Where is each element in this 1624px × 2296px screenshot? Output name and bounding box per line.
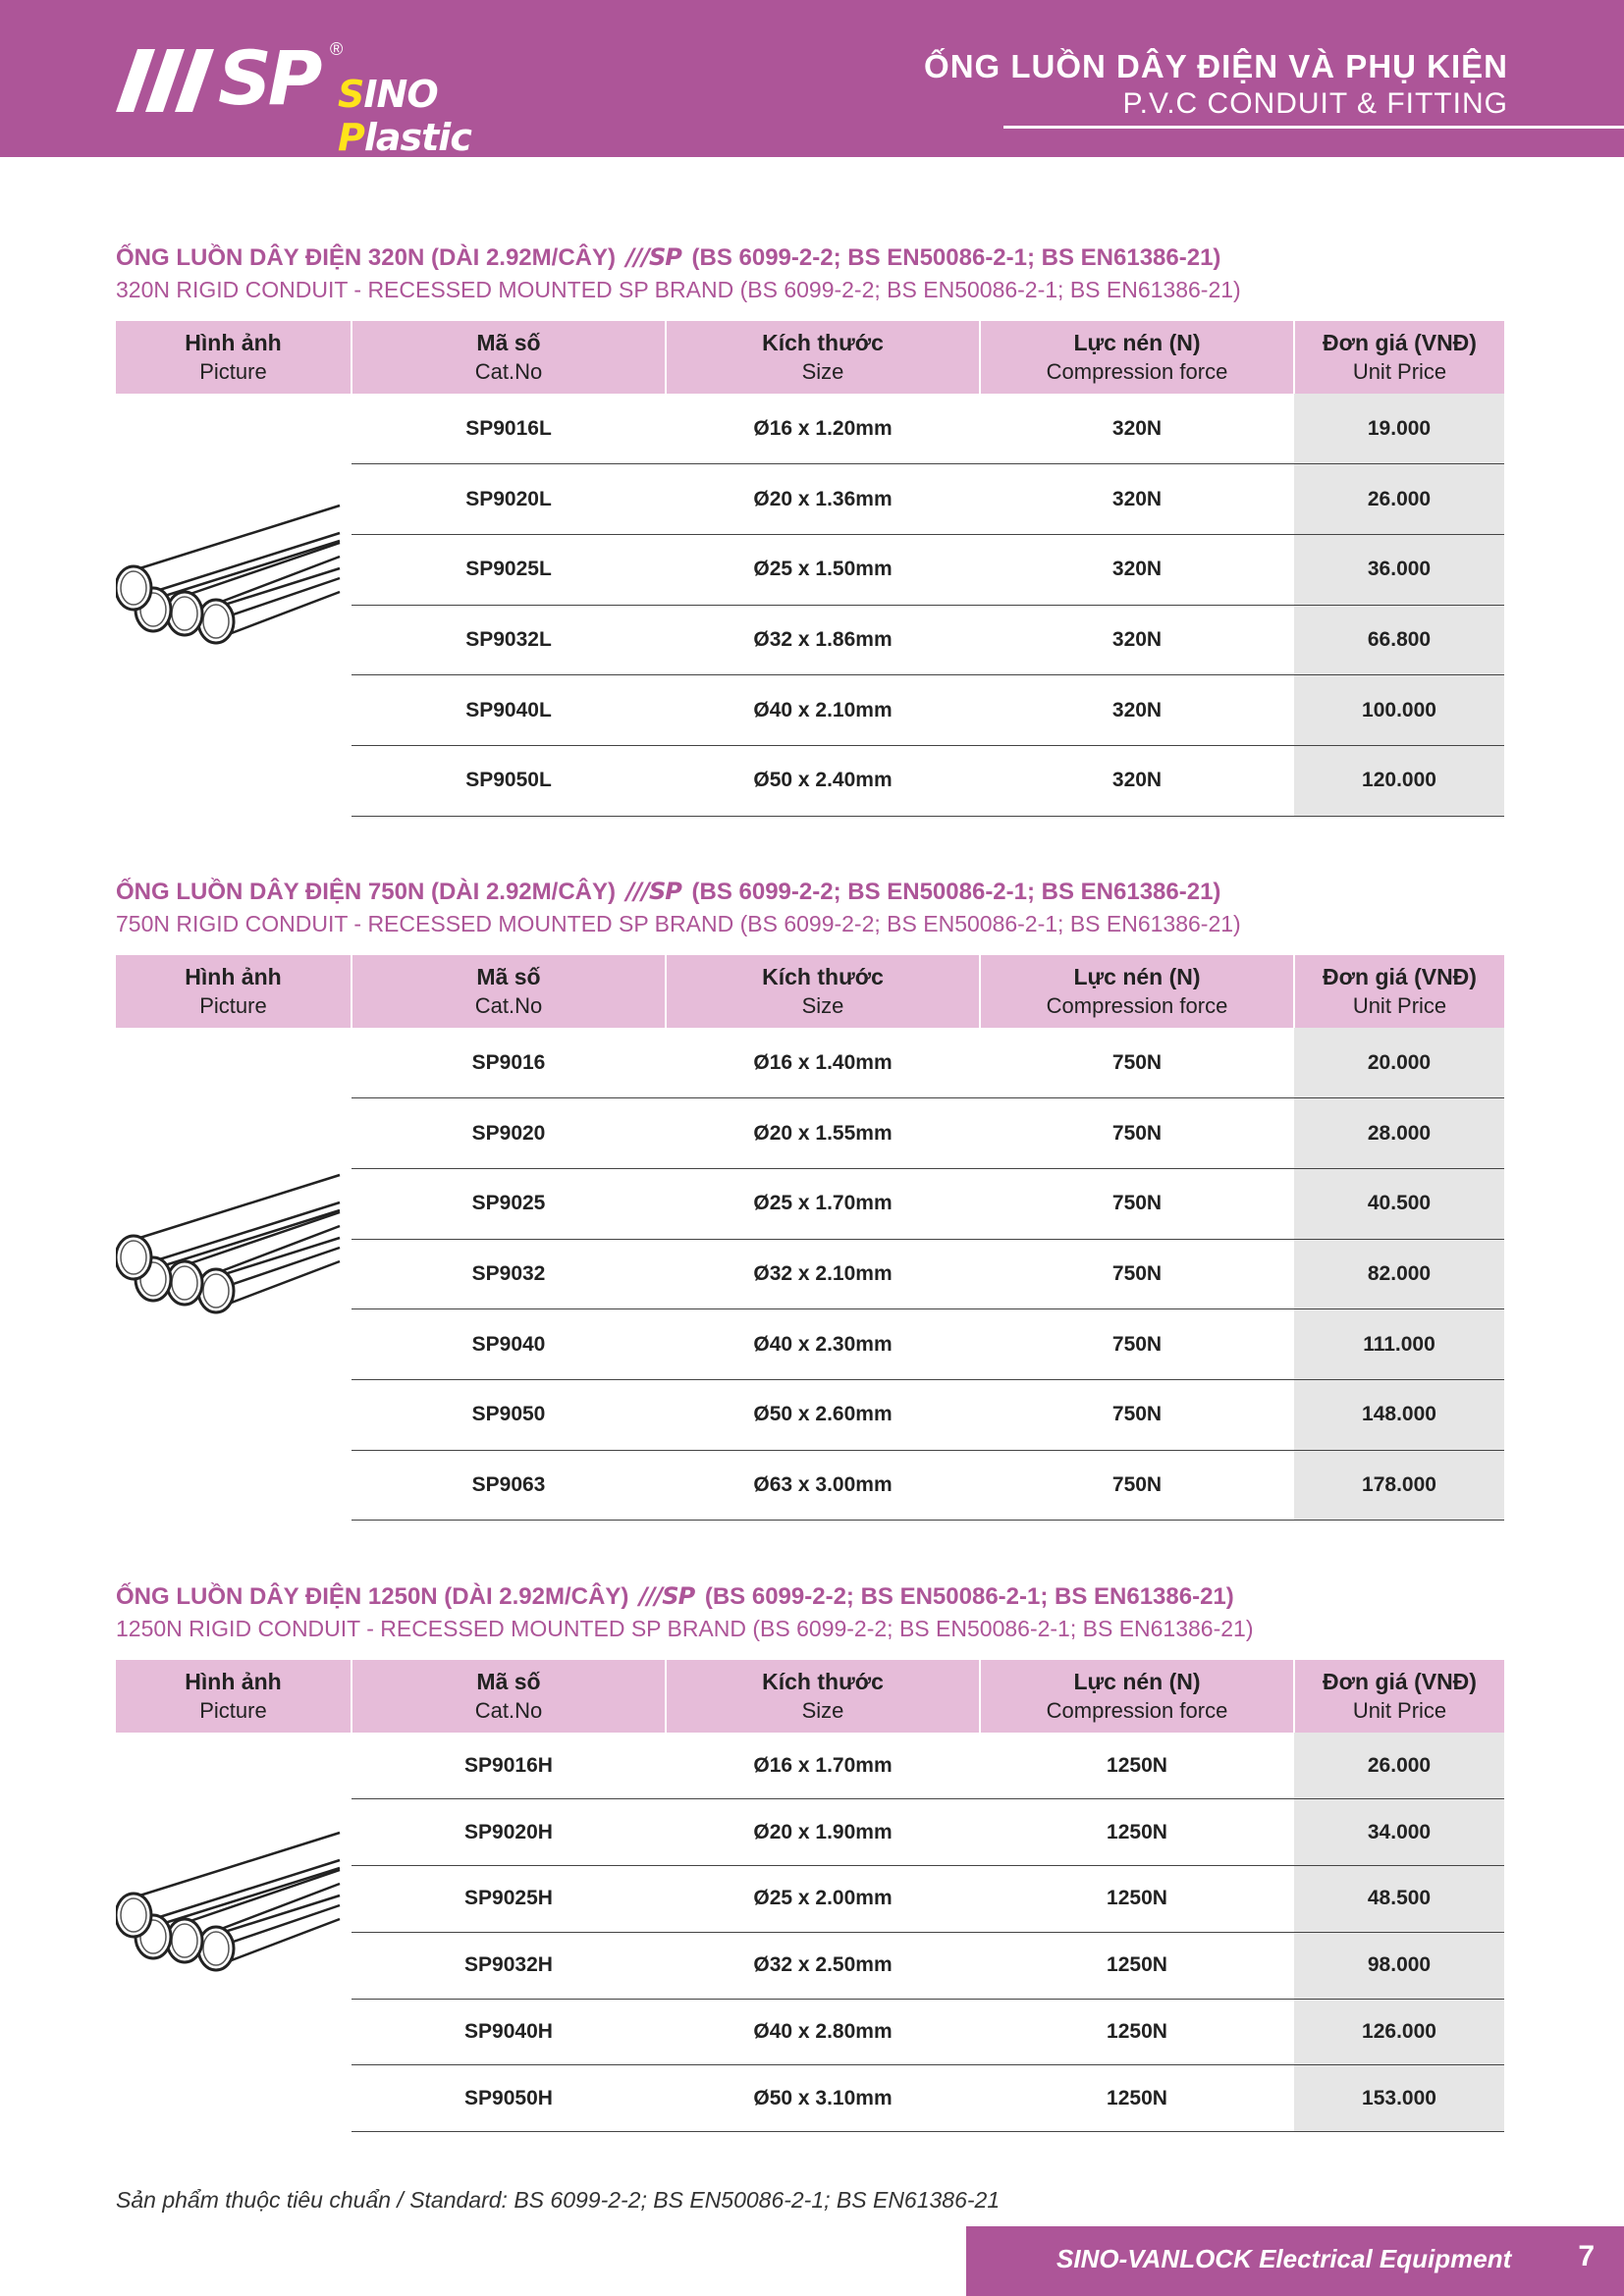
table-header-row: [116, 1660, 1504, 1733]
conduit-pipes-icon: [116, 1831, 342, 2027]
logo-sino-plastic: [338, 73, 568, 159]
cat-no-cell: SP9025L: [352, 534, 666, 605]
section-title-en: 750N RIGID CONDUIT - RECESSED MOUNTED SP BRAND (BS 6099-2-2; BS EN50086-2-1; BS EN61386-21): [116, 911, 1241, 936]
header-label-vn: Đơn giá (VNĐ): [1323, 964, 1477, 989]
table-row: [116, 394, 1504, 464]
section-title-en: 1250N RIGID CONDUIT - RECESSED MOUNTED SP BRAND (BS 6099-2-2; BS EN50086-2-1; BS EN61386-21): [116, 1616, 1254, 1641]
cat-no-cell: SP9032: [352, 1239, 666, 1309]
price-table: [116, 955, 1504, 1521]
header-title-en: P.V.C CONDUIT & FITTING: [1122, 87, 1508, 120]
price-cell: 36.000: [1294, 534, 1504, 605]
header-label-vn: Hình ảnh: [185, 330, 282, 355]
force-cell: 1250N: [980, 1932, 1294, 1999]
size-cell: Ø20 x 1.36mm: [666, 464, 980, 535]
section-title-vn-pre: ỐNG LUỒN DÂY ĐIỆN 320N (DÀI 2.92M/CÂY): [116, 244, 616, 271]
header-label-vn: Đơn giá (VNĐ): [1323, 1669, 1477, 1694]
page-number: 7: [1578, 2240, 1595, 2272]
size-cell: Ø20 x 1.90mm: [666, 1799, 980, 1866]
logo-ino-text: INO: [363, 73, 438, 116]
size-cell: Ø50 x 3.10mm: [666, 2065, 980, 2132]
price-cell: 34.000: [1294, 1799, 1504, 1866]
cat-no-cell: SP9016L: [352, 394, 666, 464]
table-row: [116, 1028, 1504, 1098]
logo-s-letter: S: [338, 73, 364, 116]
size-cell: Ø20 x 1.55mm: [666, 1098, 980, 1169]
header-label-en: Picture: [199, 1698, 267, 1723]
header-label-en: Unit Price: [1352, 993, 1447, 1018]
force-cell: 1250N: [980, 1866, 1294, 1933]
sp-brand-mark: ///SP: [625, 878, 681, 905]
force-cell: 750N: [980, 1239, 1294, 1309]
cat-no-cell: SP9063: [352, 1450, 666, 1521]
price-cell: 66.800: [1294, 605, 1504, 675]
cat-no-cell: SP9040L: [352, 675, 666, 746]
sp-logo: [116, 34, 568, 159]
cat-no-cell: SP9032H: [352, 1932, 666, 1999]
force-cell: 750N: [980, 1098, 1294, 1169]
header-col-size: [666, 321, 980, 394]
logo-lastic-text: lastic: [363, 116, 471, 159]
header-label-vn: Lực nén (N): [1073, 330, 1201, 355]
header-label-en: Cat.No: [474, 993, 543, 1018]
logo-registered-mark: ®: [330, 39, 344, 59]
header-col-catno: [352, 321, 666, 394]
header-col-size: [666, 1660, 980, 1733]
header-title-vn: ỐNG LUỒN DÂY ĐIỆN VÀ PHỤ KIỆN: [924, 48, 1508, 84]
sp-brand-mark: ///SP: [625, 243, 681, 271]
price-cell: 26.000: [1294, 464, 1504, 535]
header-label-en: Picture: [199, 993, 267, 1018]
page-footer: [966, 2226, 1624, 2296]
size-cell: Ø16 x 1.40mm: [666, 1028, 980, 1098]
cat-no-cell: SP9032L: [352, 605, 666, 675]
price-cell: 153.000: [1294, 2065, 1504, 2132]
cat-no-cell: SP9025: [352, 1168, 666, 1239]
price-cell: 82.000: [1294, 1239, 1504, 1309]
header-col-picture: [116, 1660, 352, 1733]
logo-slashes-icon: [116, 49, 224, 112]
size-cell: Ø32 x 2.10mm: [666, 1239, 980, 1309]
header-col-price: [1294, 1660, 1504, 1733]
header-label-en: Cat.No: [474, 359, 543, 384]
price-cell: 28.000: [1294, 1098, 1504, 1169]
section-title-vn: [116, 876, 1504, 908]
cat-no-cell: SP9020H: [352, 1799, 666, 1866]
header-label-vn: Kích thước: [762, 964, 884, 989]
header-col-force: [980, 955, 1294, 1028]
force-cell: 320N: [980, 464, 1294, 535]
header-label-vn: Hình ảnh: [185, 964, 282, 989]
price-cell: 40.500: [1294, 1168, 1504, 1239]
size-cell: Ø16 x 1.70mm: [666, 1733, 980, 1799]
force-cell: 750N: [980, 1379, 1294, 1450]
price-table: [116, 321, 1504, 817]
conduit-pipes-icon: [116, 1173, 342, 1369]
size-cell: Ø25 x 2.00mm: [666, 1866, 980, 1933]
product-picture: [116, 1028, 352, 1521]
section-title-vn-pre: ỐNG LUỒN DÂY ĐIỆN 1250N (DÀI 2.92M/CÂY): [116, 1583, 629, 1610]
force-cell: 750N: [980, 1309, 1294, 1380]
size-cell: Ø40 x 2.80mm: [666, 1999, 980, 2065]
header-label-en: Compression force: [1046, 1698, 1228, 1723]
section-title-vn: [116, 241, 1504, 274]
cat-no-cell: SP9040: [352, 1309, 666, 1380]
header-label-vn: Mã số: [476, 330, 541, 355]
price-cell: 100.000: [1294, 675, 1504, 746]
cat-no-cell: SP9016: [352, 1028, 666, 1098]
conduit-section-1: [116, 241, 1504, 817]
sp-brand-text: SP: [648, 243, 681, 271]
header-label-en: Size: [801, 993, 844, 1018]
cat-no-cell: SP9016H: [352, 1733, 666, 1799]
page-header: [0, 0, 1624, 157]
size-cell: Ø25 x 1.70mm: [666, 1168, 980, 1239]
cat-no-cell: SP9050L: [352, 745, 666, 816]
force-cell: 750N: [980, 1450, 1294, 1521]
header-col-force: [980, 1660, 1294, 1733]
price-table: [116, 1660, 1504, 2132]
price-cell: 26.000: [1294, 1733, 1504, 1799]
table-row: [116, 1733, 1504, 1799]
header-label-vn: Mã số: [476, 1669, 541, 1694]
force-cell: 1250N: [980, 2065, 1294, 2132]
force-cell: 1250N: [980, 1999, 1294, 2065]
header-label-en: Picture: [199, 359, 267, 384]
product-picture: [116, 1733, 352, 2132]
size-cell: Ø32 x 2.50mm: [666, 1932, 980, 1999]
header-col-catno: [352, 955, 666, 1028]
sp-brand-mark: ///SP: [639, 1582, 695, 1610]
header-label-vn: Mã số: [476, 964, 541, 989]
cat-no-cell: SP9050: [352, 1379, 666, 1450]
header-col-price: [1294, 955, 1504, 1028]
force-cell: 750N: [980, 1028, 1294, 1098]
price-cell: 111.000: [1294, 1309, 1504, 1380]
size-cell: Ø50 x 2.60mm: [666, 1379, 980, 1450]
force-cell: 320N: [980, 605, 1294, 675]
cat-no-cell: SP9040H: [352, 1999, 666, 2065]
header-label-vn: Đơn giá (VNĐ): [1323, 330, 1477, 355]
size-cell: Ø16 x 1.20mm: [666, 394, 980, 464]
sp-brand-text: SP: [662, 1582, 695, 1610]
price-cell: 48.500: [1294, 1866, 1504, 1933]
price-cell: 120.000: [1294, 745, 1504, 816]
header-col-price: [1294, 321, 1504, 394]
header-col-picture: [116, 321, 352, 394]
conduit-section-3: [116, 1580, 1504, 2132]
header-title: [924, 47, 1508, 122]
cat-no-cell: SP9020: [352, 1098, 666, 1169]
section-title-vn-post: (BS 6099-2-2; BS EN50086-2-1; BS EN61386-21): [691, 879, 1221, 905]
section-title-en: 320N RIGID CONDUIT - RECESSED MOUNTED SP BRAND (BS 6099-2-2; BS EN50086-2-1; BS EN61386-21): [116, 277, 1241, 302]
size-cell: Ø25 x 1.50mm: [666, 534, 980, 605]
footer-company: SINO-VANLOCK Electrical Equipment: [1056, 2244, 1512, 2273]
header-label-vn: Kích thước: [762, 330, 884, 355]
table-header-row: [116, 321, 1504, 394]
section-title-vn-post: (BS 6099-2-2; BS EN50086-2-1; BS EN61386-21): [691, 244, 1221, 271]
force-cell: 750N: [980, 1168, 1294, 1239]
section-title-vn-pre: ỐNG LUỒN DÂY ĐIỆN 750N (DÀI 2.92M/CÂY): [116, 879, 616, 905]
header-label-en: Unit Price: [1352, 359, 1447, 384]
size-cell: Ø40 x 2.10mm: [666, 675, 980, 746]
header-col-catno: [352, 1660, 666, 1733]
header-col-size: [666, 955, 980, 1028]
table-header-row: [116, 955, 1504, 1028]
force-cell: 320N: [980, 394, 1294, 464]
header-label-vn: Kích thước: [762, 1669, 884, 1694]
cat-no-cell: SP9020L: [352, 464, 666, 535]
header-label-en: Size: [801, 1698, 844, 1723]
force-cell: 320N: [980, 534, 1294, 605]
conduit-section-2: [116, 876, 1504, 1521]
header-label-vn: Lực nén (N): [1073, 1669, 1201, 1694]
price-cell: 126.000: [1294, 1999, 1504, 2065]
logo-sp-text: SP: [218, 34, 319, 122]
force-cell: 1250N: [980, 1799, 1294, 1866]
price-cell: 148.000: [1294, 1379, 1504, 1450]
standard-note: Sản phẩm thuộc tiêu chuẩn / Standard: BS 6099-2-2; BS EN50086-2-1; BS EN61386-21: [116, 2187, 1001, 2213]
force-cell: 320N: [980, 675, 1294, 746]
sp-brand-text: SP: [648, 878, 681, 905]
header-label-vn: Hình ảnh: [185, 1669, 282, 1694]
header-label-en: Compression force: [1046, 993, 1228, 1018]
conduit-pipes-icon: [116, 504, 342, 700]
cat-no-cell: SP9025H: [352, 1866, 666, 1933]
cat-no-cell: SP9050H: [352, 2065, 666, 2132]
size-cell: Ø63 x 3.00mm: [666, 1450, 980, 1521]
price-cell: 98.000: [1294, 1932, 1504, 1999]
size-cell: Ø32 x 1.86mm: [666, 605, 980, 675]
size-cell: Ø40 x 2.30mm: [666, 1309, 980, 1380]
header-label-en: Cat.No: [474, 1698, 543, 1723]
price-cell: 20.000: [1294, 1028, 1504, 1098]
header-underline: [1003, 126, 1624, 129]
header-col-force: [980, 321, 1294, 394]
product-picture: [116, 394, 352, 816]
force-cell: 1250N: [980, 1733, 1294, 1799]
section-title-vn: [116, 1580, 1504, 1613]
header-label-en: Compression force: [1046, 359, 1228, 384]
header-label-en: Size: [801, 359, 844, 384]
header-col-picture: [116, 955, 352, 1028]
force-cell: 320N: [980, 745, 1294, 816]
header-label-vn: Lực nén (N): [1073, 964, 1201, 989]
logo-p-letter: P: [338, 116, 364, 159]
section-title-vn-post: (BS 6099-2-2; BS EN50086-2-1; BS EN61386-21): [704, 1583, 1234, 1610]
size-cell: Ø50 x 2.40mm: [666, 745, 980, 816]
header-label-en: Unit Price: [1352, 1698, 1447, 1723]
price-cell: 19.000: [1294, 394, 1504, 464]
price-cell: 178.000: [1294, 1450, 1504, 1521]
